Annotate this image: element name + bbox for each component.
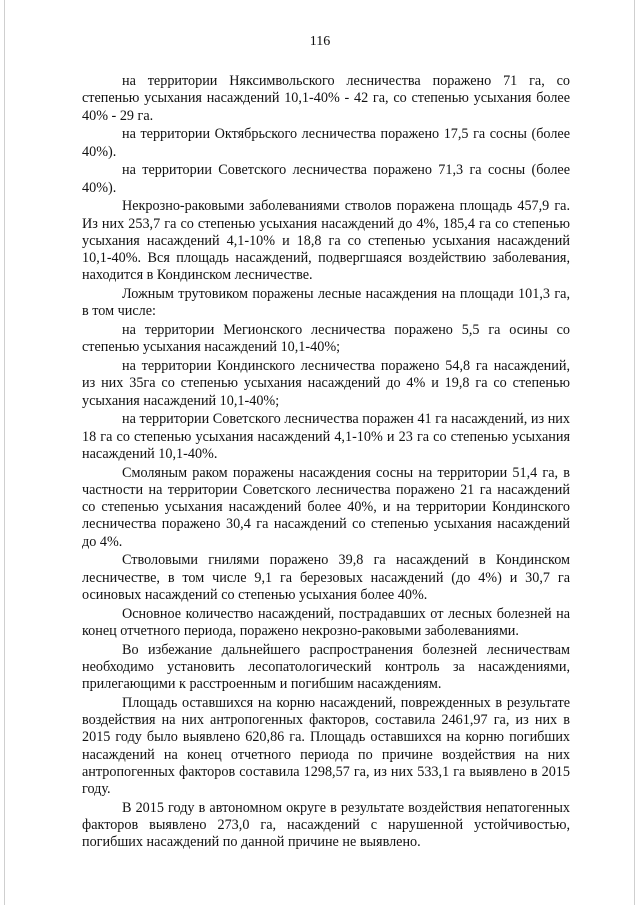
paragraph-anthropogenic: Площадь оставшихся на корню насаждений, поврежденных в результате воздействия на них антропогенных факторов, составила 2461,97 га, из них в 2015 году было выявлено 620,86 га. Площадь оставшихся на корню погибших насаждений на конец отчетного периода по причине воздействия на них антропогенных факторов составила 1298,57 га, из них 533,1 га выявлено в 2015 году. [82,694,570,797]
paragraph-oktyabrsky: на территории Октябрьского лесничества поражено 17,5 га сосны (более 40%). [82,126,570,160]
paragraph-main-amount: Основное количество насаждений, пострадавших от лесных болезней на конец отчетного периода, поражено некрозно-раковыми заболеваниями. [82,605,570,639]
paragraph-necrotic-cancer: Некрозно-раковыми заболеваниями стволов поражена площадь 457,9 га. Из них 253,7 га со степенью усыхания насаждений до 4%, 185,4 га со степенью усыхания насаждений 4,1-10% и 18,8 га со степенью усыхания насаждений 10,1-40%. Вся площадь насаждений, подвергшаяся воздействию заболевания, находится в Кондинском лесничестве. [82,198,570,284]
scan-edge-right [634,0,635,905]
paragraph-sovetsky: на территории Советского лесничества поражено 71,3 га сосны (более 40%). [82,162,570,196]
page-number: 116 [309,34,331,49]
paragraph-stem-rot: Стволовыми гнилями поражено 39,8 га насаждений в Кондинском лесничестве, в том числе 9,1 га березовых насаждений (до 4%) и 30,7 га осиновых насаждений со степенью усыхания более 40%. [82,552,570,603]
paragraph-nyaksimvol: на территории Няксимвольского лесничества поражено 71 га, со степенью усыхания насаждений 10,1-40% - 42 га, со степенью усыхания более 40% - 29 га. [82,73,570,124]
body-text [82,73,570,853]
paragraph-control: Во избежание дальнейшего распространения болезней лесничествам необходимо установить лесопатологический контроль за насаждениями, прилегающими к расстроенным и погибшим насаждениям. [82,641,570,692]
paragraph-sovetsky-tinder: на территории Советского лесничества поражен 41 га насаждений, из них 18 га со степенью усыхания насаждений 4,1-10% и 23 га со степенью усыхания насаждений 10,1-40%. [82,411,570,462]
scan-edge-left [4,0,5,905]
paragraph-resin-cancer: Смоляным раком поражены насаждения сосны на территории 51,4 га, в частности на территории Советского лесничества поражено 21 га насаждений со степенью усыхания насаждений более 40%, и на территории Кондинского лесничества поражено 30,4 га насаждений со степенью усыхания насаждений до 4%. [82,464,570,550]
paragraph-megion: на территории Мегионского лесничества поражено 5,5 га осины со степенью усыхания насаждений 10,1-40%; [82,322,570,356]
paragraph-kondinsky: на территории Кондинского лесничества поражено 54,8 га насаждений, из них 35га со степенью усыхания насаждений до 4% и 19,8 га со степенью усыхания насаждений 10,1-40%; [82,358,570,409]
paragraph-non-pathogenic: В 2015 году в автономном округе в результате воздействия непатогенных факторов выявлено 273,0 га, насаждений с нарушенной устойчивостью, погибших насаждений по данной причине не выявлено. [82,799,570,851]
paragraph-false-tinder: Ложным трутовиком поражены лесные насаждения на площади 101,3 га, в том числе: [82,286,570,320]
